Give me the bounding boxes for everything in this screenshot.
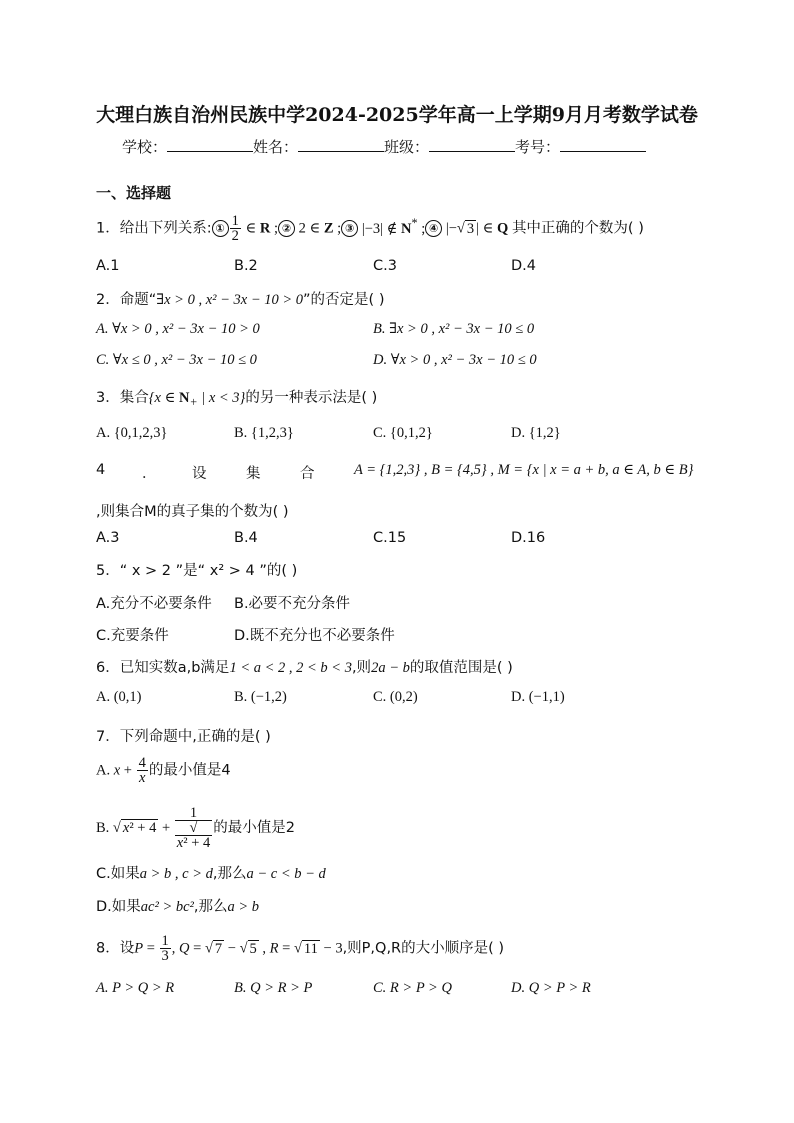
question-text: 给出下列关系:	[119, 220, 212, 237]
q4-math-expr: A = {1,2,3} , B = {4,5} , M = {x | x = a + b, a ∈ A, b ∈ B}	[354, 462, 694, 478]
q6-option-b[interactable]: B. (−1,2)	[234, 689, 287, 705]
name-blank[interactable]	[298, 137, 384, 152]
q5-option-c[interactable]: C.充要条件	[96, 628, 169, 644]
q1-option-c[interactable]: C.3	[373, 258, 397, 274]
q5-option-a[interactable]: A.充分不必要条件	[96, 596, 212, 612]
question-8: 8．设P = $\frac{1}{3}$ , Q = √ 7 − √ 5 , R = √ 11 − 3,则P,Q,R的大小顺序是( )	[96, 933, 505, 964]
question-3: 3．集合{x ∈ $N_+$ | x < 3}的另一种表示法是( )	[96, 390, 378, 409]
q6-option-d[interactable]: D. (−1,1)	[511, 689, 565, 705]
q4-option-c[interactable]: C.15	[373, 530, 407, 546]
school-blank[interactable]	[167, 137, 253, 152]
q3-option-b[interactable]: B. {1,2,3}	[234, 425, 294, 441]
school-label: 学校：	[122, 138, 168, 156]
id-label: 考号：	[515, 138, 561, 156]
question-tail: 其中正确的个数为( )	[511, 220, 644, 237]
q2-option-d[interactable]: D. ∀x > 0 , x² − 3x − 10 ≤ 0	[373, 352, 537, 368]
q8-option-a[interactable]: A. P > Q > R	[96, 980, 175, 996]
q1-option-a[interactable]: A.1	[96, 258, 120, 274]
q5-option-d[interactable]: D.既不充分也不必要条件	[234, 628, 395, 644]
q7-option-b[interactable]: B. √ x² + 4 + 1 √ x² + 4 的最小值是2	[96, 805, 295, 851]
question-2: 2．命题“∃x > 0 , x² − 3x − 10 > 0”的否定是( )	[96, 292, 385, 308]
q1-option-d[interactable]: D.4	[511, 258, 536, 274]
q6-option-a[interactable]: A. (0,1)	[96, 689, 142, 705]
q8-option-b[interactable]: B. Q > R > P	[234, 980, 313, 996]
question-7: 7．下列命题中,正确的是( )	[96, 729, 271, 745]
q8-option-d[interactable]: D. Q > P > R	[511, 980, 591, 996]
circled-number: ②	[278, 220, 295, 237]
circled-number: ③	[341, 220, 358, 237]
circled-number: ①	[212, 220, 229, 237]
q2-option-a[interactable]: A. ∀x > 0 , x² − 3x − 10 > 0	[96, 321, 260, 337]
question-number: 1．	[96, 220, 120, 237]
question-1: 1．给出下列关系: ① $\frac{1}{2}$ ∈ R ; ② 2 ∈ Z ; ③ |−3| ∉ N* ; ④ |−√ 3 | ∈ Q 其中正确的个数为( )	[96, 213, 644, 244]
q7-option-a[interactable]: A. x + $\frac{4}{x}$ 的最小值是4	[96, 755, 231, 786]
q2-option-c[interactable]: C. ∀x ≤ 0 , x² − 3x − 10 ≤ 0	[96, 352, 257, 368]
q6-option-c[interactable]: C. (0,2)	[373, 689, 418, 705]
section-heading: 一、选择题	[96, 184, 172, 202]
page-title: 大理白族自治州民族中学2024-2025学年高一上学期9月月考数学试卷	[96, 104, 698, 126]
q2-option-b[interactable]: B. ∃x > 0 , x² − 3x − 10 ≤ 0	[373, 321, 535, 337]
q3-option-c[interactable]: C. {0,1,2}	[373, 425, 433, 441]
question-4-number: 4	[96, 462, 106, 478]
class-label: 班级：	[384, 138, 430, 156]
q7-option-d[interactable]: D.如果ac² > bc²,那么a > b	[96, 899, 260, 915]
exam-page: 大理白族自治州民族中学2024-2025学年高一上学期9月月考数学试卷 学校： 姓名： 班级： 考号： 一、选择题 1．给出下列关系: ① $\frac{1}{2}$ ∈ R ; ② 2 ∈ Z ; ③ |−3| ∉ N* ; ④ |−√ 3 | ∈ Q 其中正确的个数为( ) A.1 B.2 C.3 D.4 2．命题“∃x > 0 , x² − 3x − 10 > 0”的否定是( ) A. ∀x > 0 , x² − 3x − 10 > 0 B. ∃x > 0 , x² − 3x − 10 ≤ 0 C. ∀x ≤ 0 , x² − 3x − 10 ≤ 0 D. ∀x > 0 , x² − 3x − 10 ≤ 0 3．集合{x ∈ $N_+$ | x < 3}的另一种表示法是( ) A. {0,1,2,3} B. {1,2,3} C. {0,1,2} D. {1,2} 4 ． 设 集 合 A = {1,2,3} , B = {4,5} , M = {x | x = a + b, a ∈ A, b ∈ B} ,则集合M的真子集的个数为( ) A.3 B.4 C.15 D.16 5．“ x > 2 ”是“ x² > 4 ”的( ) A.充分不必要条件 B.必要不充分条件 C.充要条件 D.既不充分也不必要条件 6．已知实数a,b满足1 < a < 2 , 2 < b < 3,则2a − b的取值范围是( ) A. (0,1) B. (−1,2) C. (0,2) D. (−1,1) 7．下列命题中,正确的是( ) A. x + $\frac{4}{x}$ 的最小值是4 B. √ x² + 4 + 1 √ x² + 4 的最小值是2 C.如果a > b , c > d,那么a − c < b − d D.如果ac² > bc²,那么a > b 8．设P = $\frac{1}{3}$ , Q = √ 7 − √ 5 , R = √ 11 − 3,则P,Q,R的大小顺序是( ) A. P > Q > R B. Q > R > P C. R > P > Q D. Q > P > R	[0, 0, 794, 1123]
q4-option-a[interactable]: A.3	[96, 530, 120, 546]
q4-option-b[interactable]: B.4	[234, 530, 258, 546]
circled-number: ④	[425, 220, 442, 237]
q3-option-a[interactable]: A. {0,1,2,3}	[96, 425, 168, 441]
q8-option-c[interactable]: C. R > P > Q	[373, 980, 452, 996]
math-expr: ∃x > 0 , x² − 3x − 10 > 0	[156, 292, 304, 308]
question-5: 5．“ x > 2 ”是“ x² > 4 ”的( )	[96, 563, 298, 579]
q1-option-b[interactable]: B.2	[234, 258, 258, 274]
question-6: 6．已知实数a,b满足1 < a < 2 , 2 < b < 3,则2a − b的取值范围是( )	[96, 660, 513, 676]
class-blank[interactable]	[429, 137, 515, 152]
question-4-line2: ,则集合M的真子集的个数为( )	[96, 504, 289, 520]
q4-option-d[interactable]: D.16	[511, 530, 546, 546]
q5-option-b[interactable]: B.必要不充分条件	[234, 596, 351, 612]
id-blank[interactable]	[560, 137, 646, 152]
q3-option-d[interactable]: D. {1,2}	[511, 425, 561, 441]
name-label: 姓名：	[253, 138, 299, 156]
student-info-line	[122, 136, 646, 157]
q7-option-c[interactable]: C.如果a > b , c > d,那么a − c < b − d	[96, 866, 326, 882]
